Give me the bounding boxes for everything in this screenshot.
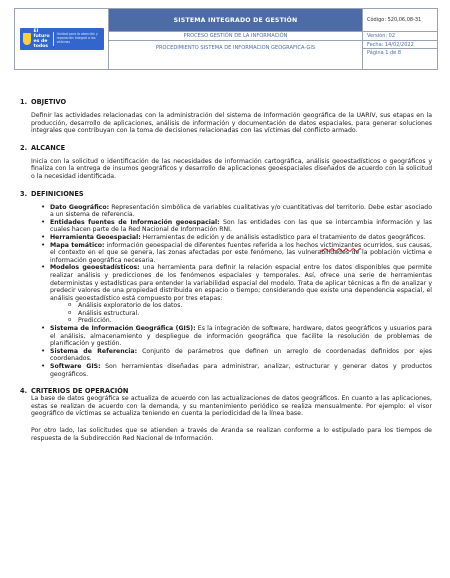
system-title: SISTEMA INTEGRADO DE GESTIÓN bbox=[109, 9, 362, 31]
list-item bbox=[50, 204, 432, 219]
definition-text: ocurridos, sus causas, el contexto en el que se genera, las zonas afectadas por este fenómeno, las vulnerabilidades de la población víctima e información geográfica necesaria. bbox=[50, 241, 432, 264]
definition-text: Son las entidades con las que se intercambia información y las cuales hacen parte de la Red Nacional de Información RNI. bbox=[50, 218, 432, 234]
logo-divider bbox=[53, 32, 54, 46]
document-header bbox=[14, 8, 438, 70]
document-date: Fecha: 14/02/2022 bbox=[363, 40, 437, 48]
header-title-cell bbox=[109, 9, 363, 69]
stage-item: o Predicción. bbox=[78, 317, 432, 325]
definition-text: una herramienta para definir la relación espacial entre los datos disponibles que permite realizar análisis y predicciones de los fenómenos espaciales y temporales. Así, ofrece una serie de herramientas deterministas y estadísticas para entender la variabilidad espacial del modelo. Trata de aplicar técnicas a fin de analizar y predecir valores de una propiedad distribuida en espacio o tiempo; considerando que existe una dependencia espacial, el análisis geoestadístico está compuesto por tres etapas: bbox=[50, 264, 432, 302]
list-item bbox=[50, 348, 432, 363]
stage-item: o Análisis exploratorio de los datos. bbox=[78, 302, 432, 310]
page-number: Página 1 de 8 bbox=[363, 48, 437, 56]
procedure-name: PROCEDIMIENTO SISTEMA DE INFORMACION GEOGRAFICA-GIS bbox=[109, 40, 362, 56]
misspelled-word: victimizantes bbox=[320, 241, 362, 249]
list-item bbox=[50, 234, 432, 242]
definition-text: información geoespacial de diferentes fuentes referida a los hechos bbox=[104, 241, 321, 249]
definition-term: Sistema de Información Geográfica (GIS): bbox=[50, 325, 196, 333]
definition-text: Conjunto de parámetros que definen un arreglo de coordenadas definidos por ejes coordenados. bbox=[50, 347, 432, 363]
definition-text: Representación simbólica de variables cualitativas y/o cuantitativas del territorio. Debe estar asociado a un sistema de referencia. bbox=[50, 203, 432, 219]
geostatistics-stages bbox=[50, 302, 432, 325]
definition-term: Entidades fuentes de Información geoespacial: bbox=[50, 218, 220, 226]
section-heading-alcance: 2. ALCANCE bbox=[20, 143, 66, 152]
criterios-text-1: La base de datos geográfica se actualiza de acuerdo con las actualizaciones de datos geográficos. En cuanto a las aplicaciones, estas se realizan de acuerdo con la demanda, y su mantenimiento periódico se realiza mensualmente. Por ejemplo: el visor geográfico de víctimas se actualiza teniendo en cuenta la periodicidad de la línea base. bbox=[31, 395, 432, 418]
definition-term: Mapa temático: bbox=[50, 241, 105, 249]
header-meta-cell bbox=[363, 9, 437, 69]
criterios-text-2: Por otro lado, las solicitudes que se atienden a través de Aranda se realizan conforme a lo estipulado para los tiempos de respuesta de la Subdirección Red Nacional de Información. bbox=[31, 427, 432, 442]
logo-entity-name: Unidad para la atención y reparación integral a las víctimas bbox=[56, 32, 98, 44]
definition-term: Herramienta Geoespacial: bbox=[50, 233, 141, 241]
list-item bbox=[50, 363, 432, 378]
document-code: Código: 520,06,08-31 bbox=[367, 17, 422, 23]
process-name: PROCESO GESTIÓN DE LA INFORMACIÓN bbox=[109, 31, 362, 40]
definition-term: Sistema de Referencia: bbox=[50, 347, 138, 355]
objetivo-text: Definir las actividades relacionadas con la administración del sistema de Información geográfica de la UARIV, sus etapas en la producción, desarrollo de aplicaciones, análisis de información y documentación de datos espaciales, para generar soluciones integrales que contribuyan con la toma de decisiones relacionadas con las víctimas del conflicto armado. bbox=[31, 112, 432, 135]
list-item bbox=[50, 242, 432, 265]
document-body bbox=[20, 98, 432, 442]
alcance-text: Inicia con la solicitud o identificación de las necesidades de información cartográfica, análisis geoestadísticos o geográficos y finaliza con la entrega de insumos geográficos y desarrollo de aplicaciones geoespaciales diseñados de acuerdo con la solicitud o la necesidad identificada. bbox=[31, 157, 432, 180]
definition-text: Herramientas de edición y de análisis estadístico para el tratamiento de datos geográficos. bbox=[140, 233, 426, 241]
list-item bbox=[50, 264, 432, 325]
definition-term: Modelos geoestadísticos: bbox=[50, 264, 140, 272]
header-logo-cell bbox=[15, 9, 109, 69]
list-item bbox=[50, 219, 432, 234]
definitions-list bbox=[20, 204, 432, 379]
stage-item: o Análisis estructural. bbox=[78, 310, 432, 318]
institution-logo bbox=[20, 28, 104, 50]
list-item bbox=[50, 325, 432, 348]
definition-term: Dato Geográfico: bbox=[50, 203, 110, 211]
definition-term: Software GIS: bbox=[50, 363, 101, 371]
document-version: Versión: 02 bbox=[363, 31, 437, 40]
coat-of-arms-icon bbox=[23, 33, 31, 45]
section-heading-definiciones: 3. DEFINICIONES bbox=[20, 189, 84, 198]
logo-slogan: El futuro es de todos bbox=[33, 29, 50, 49]
definition-text: Es la integración de software, hardware, datos geográficos y usuarios para el análisis, almacenamiento y despliegue de información geográfica que facilite la resolución de problemas de planificación y gestión. bbox=[50, 325, 432, 348]
section-heading-objetivo: 1. OBJETIVO bbox=[20, 98, 67, 106]
section-heading-criterios: 4. CRITERIOS DE OPERACIÓN bbox=[20, 387, 129, 396]
definition-text: Son herramientas diseñadas para administrar, analizar, estructurar y generar datos y productos geográficos. bbox=[50, 363, 432, 378]
